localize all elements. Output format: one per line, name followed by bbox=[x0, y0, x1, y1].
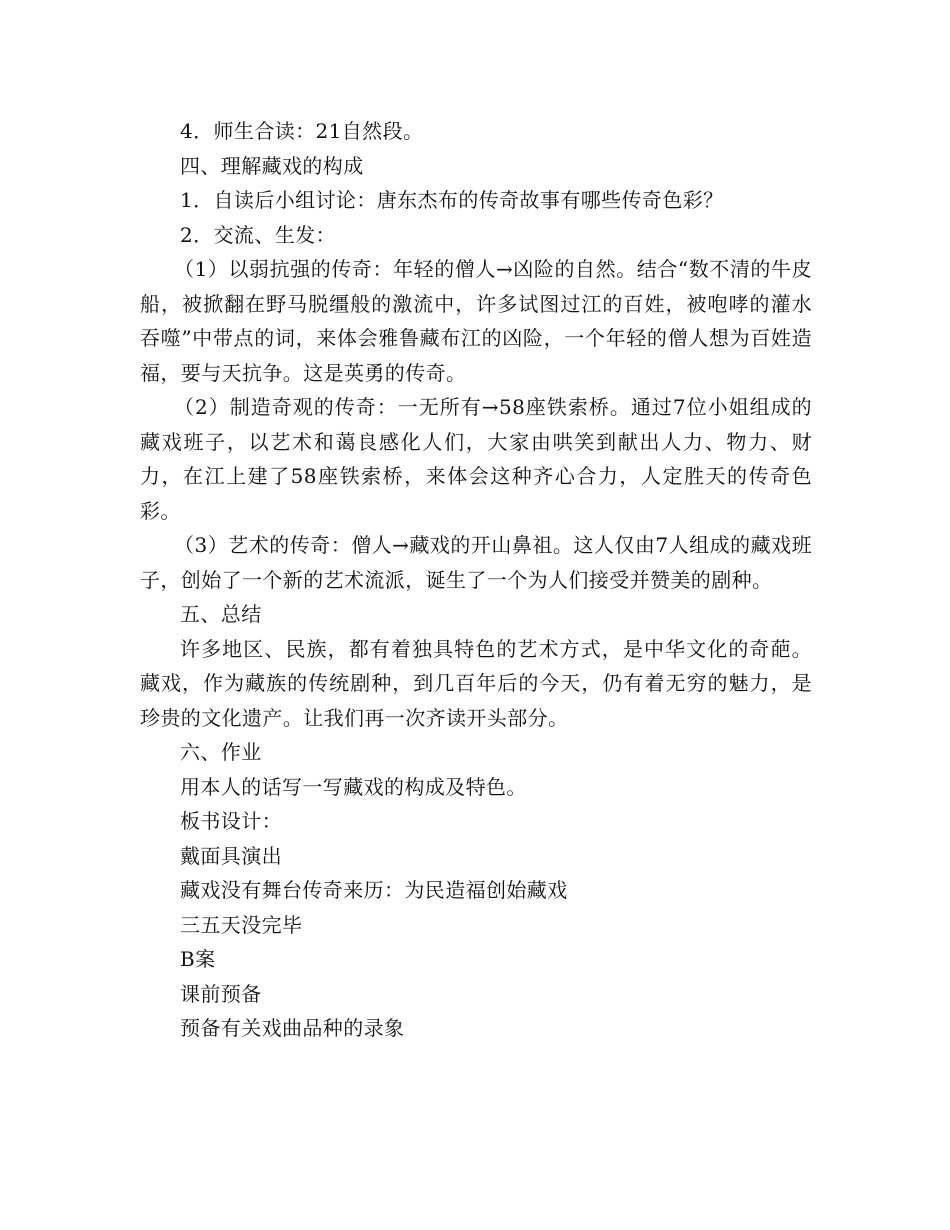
section-heading-4: 四、理解藏戏的构成 bbox=[180, 153, 364, 178]
preparation-item: 预备有关戏曲品种的录象 bbox=[180, 1016, 405, 1040]
section-heading-6: 六、作业 bbox=[180, 740, 262, 764]
preparation-heading: 课前预备 bbox=[180, 981, 262, 1006]
section-heading-5: 五、总结 bbox=[180, 602, 262, 626]
paragraph-step-2: 2．交流、生发： bbox=[180, 222, 336, 247]
board-line-2: 藏戏没有舞台传奇来历：为民造福创始藏戏 bbox=[180, 878, 568, 902]
paragraph-legend-1: （1）以弱抗强的传奇：年轻的僧人→凶险的自然。结合“数不清的牛皮船，被掀翻在野马脱缰般的激流中，许多试图过江的百姓，被咆哮的灌水吞噬”中带点的词，来体会雅鲁藏布江的凶险，一个年轻的僧人想为百姓造福，要与天抗争。这是英勇的传奇。 bbox=[140, 257, 812, 385]
board-line-3: 三五天没完毕 bbox=[180, 912, 303, 937]
paragraph-legend-3: （3）艺术的传奇：僧人→藏戏的开山鼻祖。这人仅由7人组成的藏戏班子，创始了一个新的艺术流派，诞生了一个为人们接受并赞美的剧种。 bbox=[140, 533, 812, 592]
plan-b-heading: B案 bbox=[180, 947, 216, 971]
paragraph-step-1: 1．自读后小组讨论：唐东杰布的传奇故事有哪些传奇色彩？ bbox=[180, 188, 724, 212]
paragraph-homework: 用本人的话写一写藏戏的构成及特色。 bbox=[180, 774, 527, 799]
board-line-1: 戴面具演出 bbox=[180, 843, 282, 868]
paragraph-legend-2: （2）制造奇观的传奇：一无所有→58座铁索桥。通过7位小姐组成的藏戏班子，以艺术和蔼良感化人们，大家由哄笑到献出人力、物力、财力，在江上建了58座铁索桥，来体会这种齐心合力，人定胜天的传奇色彩。 bbox=[140, 395, 812, 523]
board-design-heading: 板书设计： bbox=[180, 809, 282, 833]
paragraph-step-4: 4．师生合读：21自然段。 bbox=[180, 119, 424, 143]
paragraph-summary: 许多地区、民族，都有着独具特色的艺术方式，是中华文化的奇葩。藏戏，作为藏族的传统剧种，到几百年后的今天，仍有着无穷的魅力，是珍贵的文化遗产。让我们再一次齐读开头部分。 bbox=[140, 636, 812, 730]
document-body bbox=[140, 114, 812, 1046]
